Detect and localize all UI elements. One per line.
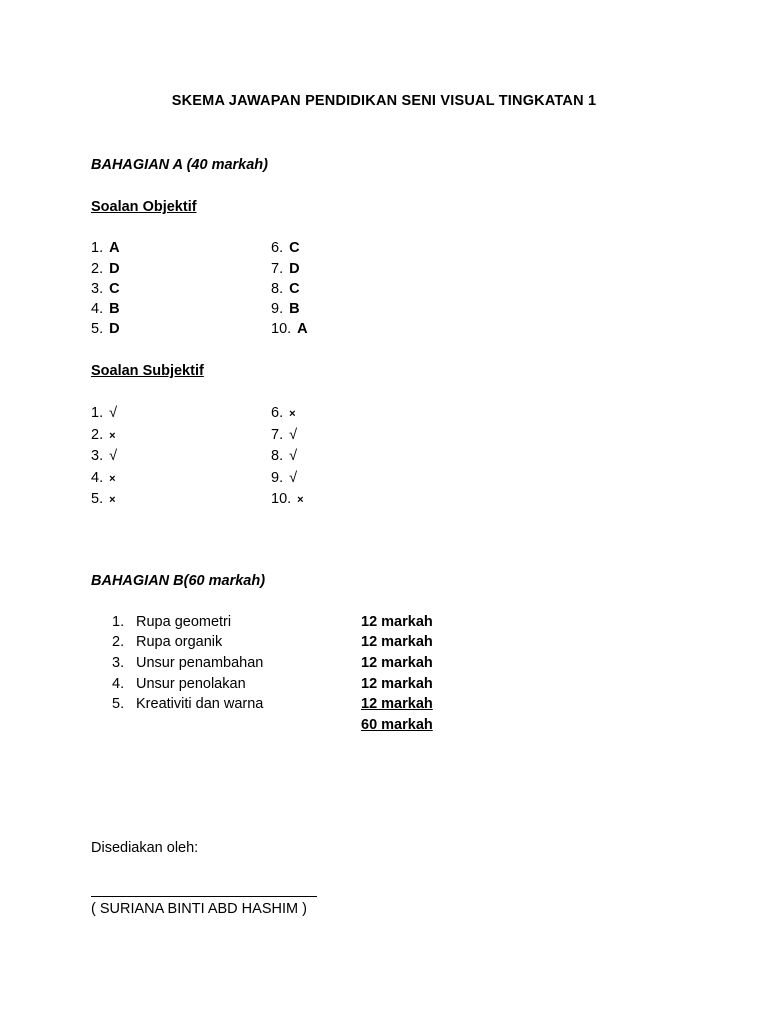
item-number: 3. (112, 655, 125, 671)
item-number: 3. (91, 448, 104, 464)
item-label: Rupa geometri (136, 614, 232, 630)
subjective-item (271, 405, 296, 421)
item-marks: 12 markah (361, 655, 433, 671)
item-number: 9. (271, 470, 284, 486)
subjective-item (91, 448, 117, 464)
subjective-item (271, 448, 297, 464)
item-number: 5. (91, 321, 104, 337)
cross-mark-icon: × (289, 408, 296, 420)
item-answer: D (109, 321, 120, 337)
item-answer: A (109, 240, 120, 256)
check-mark-icon: √ (289, 427, 298, 443)
objective-item (271, 321, 308, 337)
section-b-heading: BAHAGIAN B(60 markah) (91, 573, 266, 589)
objective-item (91, 301, 120, 317)
objective-item (271, 301, 300, 317)
item-number: 10. (271, 321, 292, 337)
page-title: SKEMA JAWAPAN PENDIDIKAN SENI VISUAL TINGKATAN 1 (171, 93, 597, 109)
subjective-item (91, 405, 117, 421)
item-label: Unsur penambahan (136, 655, 264, 671)
item-marks: 12 markah (361, 614, 433, 630)
section-b-item (112, 655, 263, 671)
subjective-item (271, 470, 297, 486)
item-marks: 12 markah (361, 696, 433, 712)
subjective-item (91, 470, 116, 486)
objective-item (91, 240, 120, 256)
item-answer: C (109, 281, 120, 297)
item-number: 2. (91, 261, 104, 277)
cross-mark-icon: × (297, 494, 304, 506)
objective-item (271, 240, 300, 256)
item-label: Unsur penolakan (136, 676, 246, 692)
item-number: 5. (112, 696, 125, 712)
objective-item (271, 261, 300, 277)
item-number: 2. (91, 427, 104, 443)
item-answer: C (289, 240, 300, 256)
item-number: 4. (91, 301, 104, 317)
section-a-heading: BAHAGIAN A (40 markah) (91, 157, 268, 173)
prepared-by-label: Disediakan oleh: (91, 840, 199, 856)
item-number: 2. (112, 634, 125, 650)
cross-mark-icon: × (109, 494, 116, 506)
subjective-item (271, 491, 304, 507)
item-answer: D (109, 261, 120, 277)
item-number: 8. (271, 281, 284, 297)
section-b-item (112, 614, 231, 630)
subjective-item (91, 491, 116, 507)
check-mark-icon: √ (109, 448, 118, 464)
item-number: 5. (91, 491, 104, 507)
item-number: 7. (271, 261, 284, 277)
objective-item (91, 261, 120, 277)
item-answer: D (289, 261, 300, 277)
item-number: 6. (271, 405, 284, 421)
item-label: Kreativiti dan warna (136, 696, 264, 712)
item-number: 9. (271, 301, 284, 317)
item-number: 1. (91, 405, 104, 421)
cross-mark-icon: × (109, 473, 116, 485)
subjective-item (91, 427, 116, 443)
objective-heading: Soalan Objektif (91, 199, 197, 215)
section-b-item (112, 634, 222, 650)
preparer-name: ( SURIANA BINTI ABD HASHIM ) (91, 901, 307, 917)
item-marks: 12 markah (361, 676, 433, 692)
subjective-item (271, 427, 297, 443)
total-marks: 60 markah (361, 717, 433, 733)
signature-line (91, 896, 317, 897)
check-mark-icon: √ (289, 448, 298, 464)
item-answer: C (289, 281, 300, 297)
section-b-item (112, 676, 246, 692)
item-label: Rupa organik (136, 634, 223, 650)
item-number: 3. (91, 281, 104, 297)
item-answer: A (297, 321, 308, 337)
item-marks: 12 markah (361, 634, 433, 650)
item-number: 1. (91, 240, 104, 256)
check-mark-icon: √ (109, 405, 118, 421)
item-answer: B (109, 301, 120, 317)
objective-item (271, 281, 300, 297)
objective-item (91, 281, 120, 297)
item-number: 4. (112, 676, 125, 692)
item-answer: B (289, 301, 300, 317)
section-b-item (112, 696, 263, 712)
item-number: 6. (271, 240, 284, 256)
check-mark-icon: √ (289, 470, 298, 486)
item-number: 1. (112, 614, 125, 630)
item-number: 7. (271, 427, 284, 443)
item-number: 4. (91, 470, 104, 486)
objective-item (91, 321, 120, 337)
cross-mark-icon: × (109, 430, 116, 442)
item-number: 10. (271, 491, 292, 507)
item-number: 8. (271, 448, 284, 464)
subjective-heading: Soalan Subjektif (91, 363, 204, 379)
